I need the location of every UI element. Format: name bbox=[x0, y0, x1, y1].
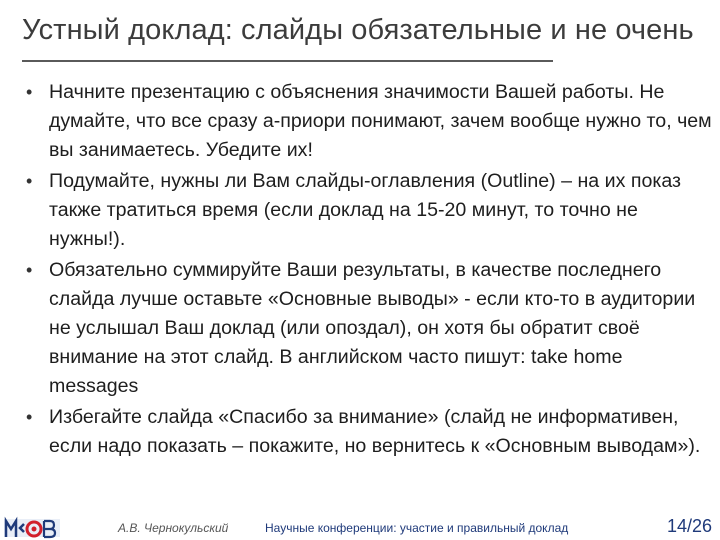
bullet-item bbox=[22, 256, 712, 401]
bullet-item bbox=[22, 78, 712, 165]
bullet-dot-icon: • bbox=[26, 82, 33, 102]
bullet-text: Обязательно суммируйте Ваши результаты, в качестве последнего слайда лучше оставьте «Основные выводы» - если кто-то в аудитории не услышал Ваш доклад (или опоздал), он хотя бы обратит своё внимание на этот слайд. В английском часто пишут: take home messages bbox=[49, 259, 696, 397]
slide-footer bbox=[0, 510, 720, 540]
bullet-item bbox=[22, 403, 712, 461]
bullet-text: Избегайте слайда «Спасибо за внимание» (слайд не информативен, если надо показать – покажите, но вернитесь к «Основным выводам»). bbox=[49, 406, 701, 457]
bullet-text: Начните презентацию с объяснения значимости Вашей работы. Не думайте, что все сразу а-приори понимают, зачем вообще нужно то, чем вы занимаетесь. Убедите их! bbox=[49, 81, 712, 161]
title-underline bbox=[22, 60, 553, 62]
bullet-dot-icon: • bbox=[26, 260, 33, 280]
bullet-dot-icon: • bbox=[26, 407, 33, 427]
bullet-item bbox=[22, 167, 712, 254]
bullet-text: Подумайте, нужны ли Вам слайды-оглавления (Outline) – на их показ также тратиться время (если доклад на 15-20 минут, то точно не нужны!). bbox=[49, 170, 682, 250]
footer-author: А.В. Чернокульский bbox=[118, 521, 229, 535]
org-logo-icon bbox=[4, 516, 60, 540]
bullet-dot-icon: • bbox=[26, 171, 33, 191]
page-number: 14/26 bbox=[666, 516, 712, 536]
footer-conference: Научные конференции: участие и правильный доклад bbox=[265, 521, 569, 535]
slide-title: Устный доклад: слайды обязательные и не очень bbox=[22, 14, 694, 46]
bullet-list bbox=[22, 78, 712, 463]
